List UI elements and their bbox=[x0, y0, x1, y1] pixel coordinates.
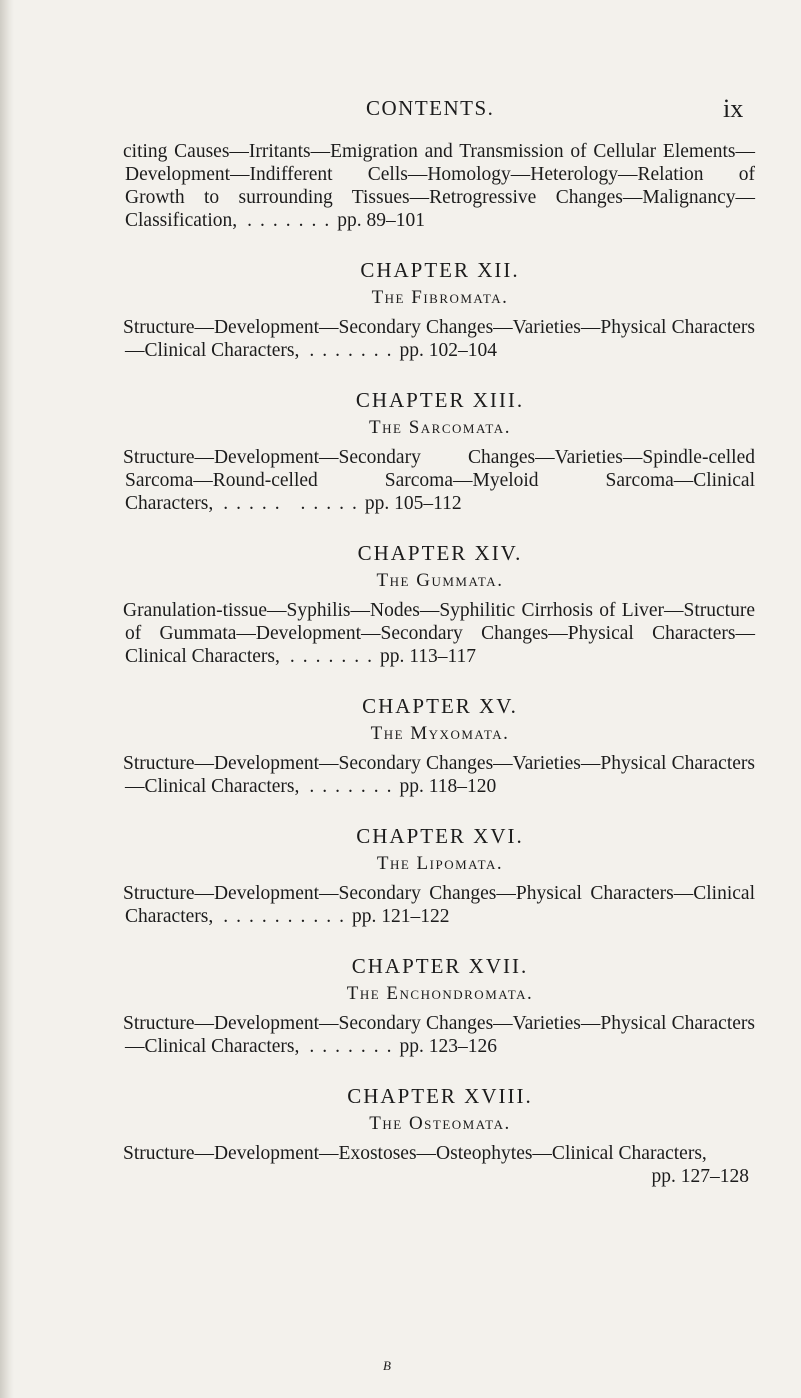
chapter-pages: pp. 127–128 bbox=[651, 1166, 749, 1187]
chapter-xviii bbox=[125, 1082, 755, 1188]
chapter-title: The Myxomata. bbox=[370, 723, 510, 744]
chapter-xvii bbox=[125, 952, 755, 1058]
intro-pages: pp. 89–101 bbox=[337, 210, 425, 231]
chapter-pages: pp. 118–120 bbox=[399, 776, 497, 797]
chapter-contents-text: Structure—Development—Secondary Changes—Varieties—Spindle-celled Sarcoma—Round-celled Sarcoma—Myeloid Sarcoma—Clinical Characters, bbox=[123, 447, 755, 514]
chapter-heading: CHAPTER XIV. bbox=[357, 541, 523, 565]
chapter-title: The Fibromata. bbox=[371, 287, 509, 308]
chapter-heading: CHAPTER XVIII. bbox=[347, 1084, 533, 1108]
chapter-contents: Structure—Development—Secondary Changes—Varieties—Physical Characters—Clinical Characters, .......pp. 102–104 bbox=[123, 317, 755, 361]
signature-mark: B bbox=[383, 1358, 391, 1373]
chapter-xiv bbox=[125, 539, 755, 668]
chapter-xiii bbox=[125, 386, 755, 515]
chapter-contents: Structure—Development—Secondary Changes—Varieties—Spindle-celled Sarcoma—Round-celled Sarcoma—Myeloid Sarcoma—Clinical Characters, ..... .....pp. 105–112 bbox=[123, 447, 755, 514]
chapter-heading: CHAPTER XVII. bbox=[351, 954, 529, 978]
intro-paragraph: citing Causes—Irritants—Emigration and Transmission of Cellular Elements—Development—Indifferent Cells—Homology—Heterology—Relation of Growth to surrounding Tissues—Retrogressive Changes—Malignancy—Classification, .......pp. 89–101 bbox=[123, 141, 755, 231]
chapter-contents: Structure—Development—Secondary Changes—Varieties—Physical Characters—Clinical Characters, .......pp. 118–120 bbox=[123, 753, 755, 797]
running-title: CONTENTS. bbox=[366, 96, 495, 120]
chapter-heading: CHAPTER XVI. bbox=[356, 824, 524, 848]
running-head bbox=[0, 96, 801, 132]
chapter-title: The Lipomata. bbox=[376, 853, 504, 874]
chapter-contents-text: Structure—Development—Secondary Changes—Varieties—Physical Characters—Clinical Characters, bbox=[123, 753, 755, 797]
chapter-contents: Granulation-tissue—Syphilis—Nodes—Syphilitic Cirrhosis of Liver—Structure of Gummata—Development—Secondary Changes—Physical Characters—Clinical Characters, .......pp. 113–117 bbox=[123, 600, 755, 667]
chapter-title: The Sarcomata. bbox=[369, 417, 511, 438]
chapter-contents-text: Structure—Development—Secondary Changes—Physical Characters—Clinical Characters, bbox=[123, 883, 755, 927]
chapter-contents-text: Structure—Development—Secondary Changes—Varieties—Physical Characters—Clinical Characters, bbox=[123, 1013, 755, 1057]
chapter-xvi bbox=[125, 822, 755, 928]
chapter-heading: CHAPTER XII. bbox=[360, 258, 520, 282]
intro-contents: citing Causes—Irritants—Emigration and Transmission of Cellular Elements—Development—Indifferent Cells—Homology—Heterology—Relation of Growth to surrounding Tissues—Retrogressive Changes—Malignancy—Classification, bbox=[123, 141, 755, 231]
chapter-contents-text: Structure—Development—Exostoses—Osteophytes—Clinical Characters, bbox=[123, 1143, 707, 1164]
chapter-contents-text: Granulation-tissue—Syphilis—Nodes—Syphilitic Cirrhosis of Liver—Structure of Gummata—Development—Secondary Changes—Physical Characters—Clinical Characters, bbox=[123, 600, 755, 667]
chapter-pages: pp. 105–112 bbox=[364, 493, 462, 514]
chapter-title: The Gummata. bbox=[376, 570, 504, 591]
chapter-pages: pp. 123–126 bbox=[399, 1036, 497, 1057]
chapter-xv bbox=[125, 692, 755, 798]
chapter-contents bbox=[125, 1142, 755, 1165]
chapter-contents: Structure—Development—Secondary Changes—Varieties—Physical Characters—Clinical Characters, .......pp. 123–126 bbox=[123, 1013, 755, 1057]
chapter-pages: pp. 113–117 bbox=[379, 646, 477, 667]
chapter-heading: CHAPTER XV. bbox=[362, 694, 518, 718]
chapter-contents-text: Structure—Development—Secondary Changes—Varieties—Physical Characters—Clinical Characters, bbox=[123, 317, 755, 361]
chapter-xii bbox=[125, 256, 755, 362]
chapter-title: The Osteomata. bbox=[369, 1113, 511, 1134]
chapter-contents: Structure—Development—Secondary Changes—Physical Characters—Clinical Characters, ..........pp. 121–122 bbox=[123, 883, 755, 927]
chapter-heading: CHAPTER XIII. bbox=[355, 388, 525, 412]
chapter-title: The Enchondromata. bbox=[346, 983, 534, 1004]
contents-body bbox=[125, 140, 755, 1188]
chapter-pages: pp. 102–104 bbox=[399, 340, 497, 361]
chapter-pages: pp. 121–122 bbox=[352, 906, 450, 927]
binding-edge bbox=[0, 0, 14, 1398]
page-number: ix bbox=[723, 94, 744, 123]
